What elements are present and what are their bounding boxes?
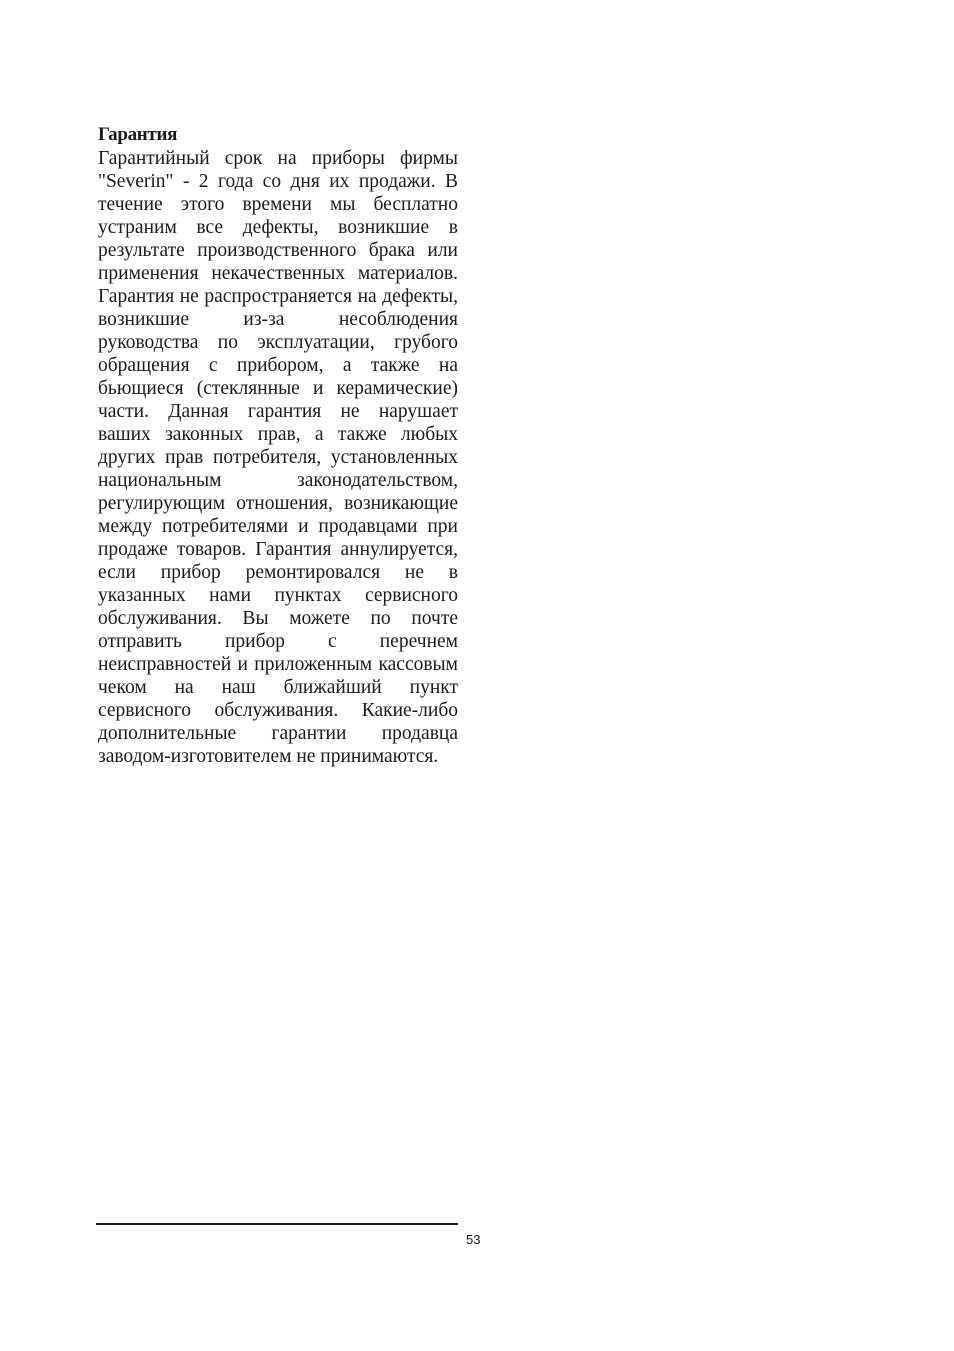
warranty-paragraph: Гарантийный срок на приборы фирмы "Severin" - 2 года со дня их продажи. В течение этого времени мы бесплатно устраним все дефекты, возникшие в результате производственного брака или применения некачественных материалов. Гарантия не распространяется на дефекты, возникшие из-за несоблюдения руководства по эксплуатации, грубого обращения с прибором, а также на бьющиеся (стеклянные и керамические) части. Данная гарантия не нарушает ваших законных прав, а также любых других прав потребителя, установленных национальным законодательством, регулирующим отношения, возникающие между потребителями и продавцами при продаже товаров. Гарантия аннулируется, если прибор ремонтировался не в указанных нами пунктах сервисного обслуживания. Вы можете по почте отправить прибор с перечнем неисправностей и приложенным кассовым чеком на наш ближайший пункт сервисного обслуживания. Какие-либо дополнительные гарантии продавца заводом-изготовителем не принимаются. (98, 148, 458, 767)
footer-divider (96, 1223, 458, 1225)
page-number: 53 (466, 1232, 481, 1247)
section-heading: Гарантия (98, 124, 178, 145)
warranty-section (98, 124, 458, 768)
